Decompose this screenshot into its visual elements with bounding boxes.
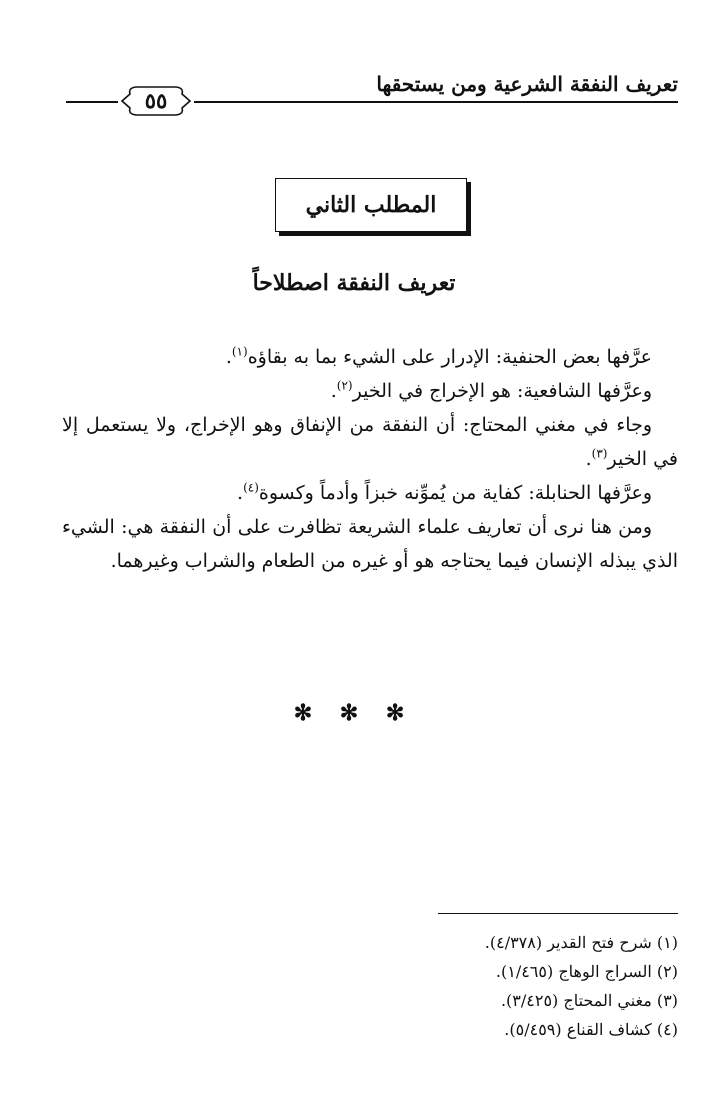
paragraph [62,476,678,510]
paragraph [62,374,678,408]
header-rule-left [66,101,118,103]
footnote-ref: (٢) [336,378,353,393]
footnote: (٣) مغني المحتاج (٣/٤٢٥). [500,991,678,1010]
section-heading: المطلب الثاني [305,192,437,218]
running-header-title: تعريف النفقة الشرعية ومن يستحقها [376,72,678,96]
paragraph [62,340,678,374]
footnote: (١) شرح فتح القدير (٤/٣٧٨). [484,933,678,952]
paragraph-text: عرَّفها بعض الحنفية: الإدرار على الشيء بما به بقاؤه [247,346,652,368]
paragraph-text: وعرَّفها الحنابلة: كفاية من يُموِّنه خبزاً وأدماً وكسوة [258,482,652,504]
paragraph-text: وعرَّفها الشافعية: هو الإخراج في الخير [352,380,652,402]
body-text [62,340,678,578]
paragraph [62,408,678,476]
footnote-ref: (١) [231,344,248,359]
paragraph-end: . [225,346,232,368]
footnote-divider [438,913,678,914]
footnote: (٤) كشاف القناع (٥/٤٥٩). [504,1020,678,1039]
paragraph-text: ومن هنا نرى أن تعاريف علماء الشريعة تظافرت على أن النفقة هي: الشيء الذي يبذله الإنسان فيما يحتاجه هو أو غيره من الطعام والشراب وغيرهما. [62,516,678,572]
page-number: ٥٥ [144,88,168,113]
paragraph [62,510,678,578]
section-subtitle: تعريف النفقة اصطلاحاً [252,270,456,296]
header-rule-right [194,101,678,103]
paragraph-end: . [330,380,337,402]
section-heading-box [275,178,467,232]
section-separator: ✻ ✻ ✻ [293,700,415,726]
footnote: (٢) السراج الوهاج (١/٤٦٥). [495,962,678,981]
footnotes [278,928,678,1044]
paragraph-text: وجاء في مغني المحتاج: أن النفقة من الإنفاق وهو الإخراج، ولا يستعمل إلا في الخير [62,414,678,470]
footnote-ref: (٣) [591,446,608,461]
paragraph-end: . [237,482,244,504]
page-number-badge [118,82,194,120]
footnote-ref: (٤) [243,480,259,495]
paragraph-end: . [585,448,592,470]
